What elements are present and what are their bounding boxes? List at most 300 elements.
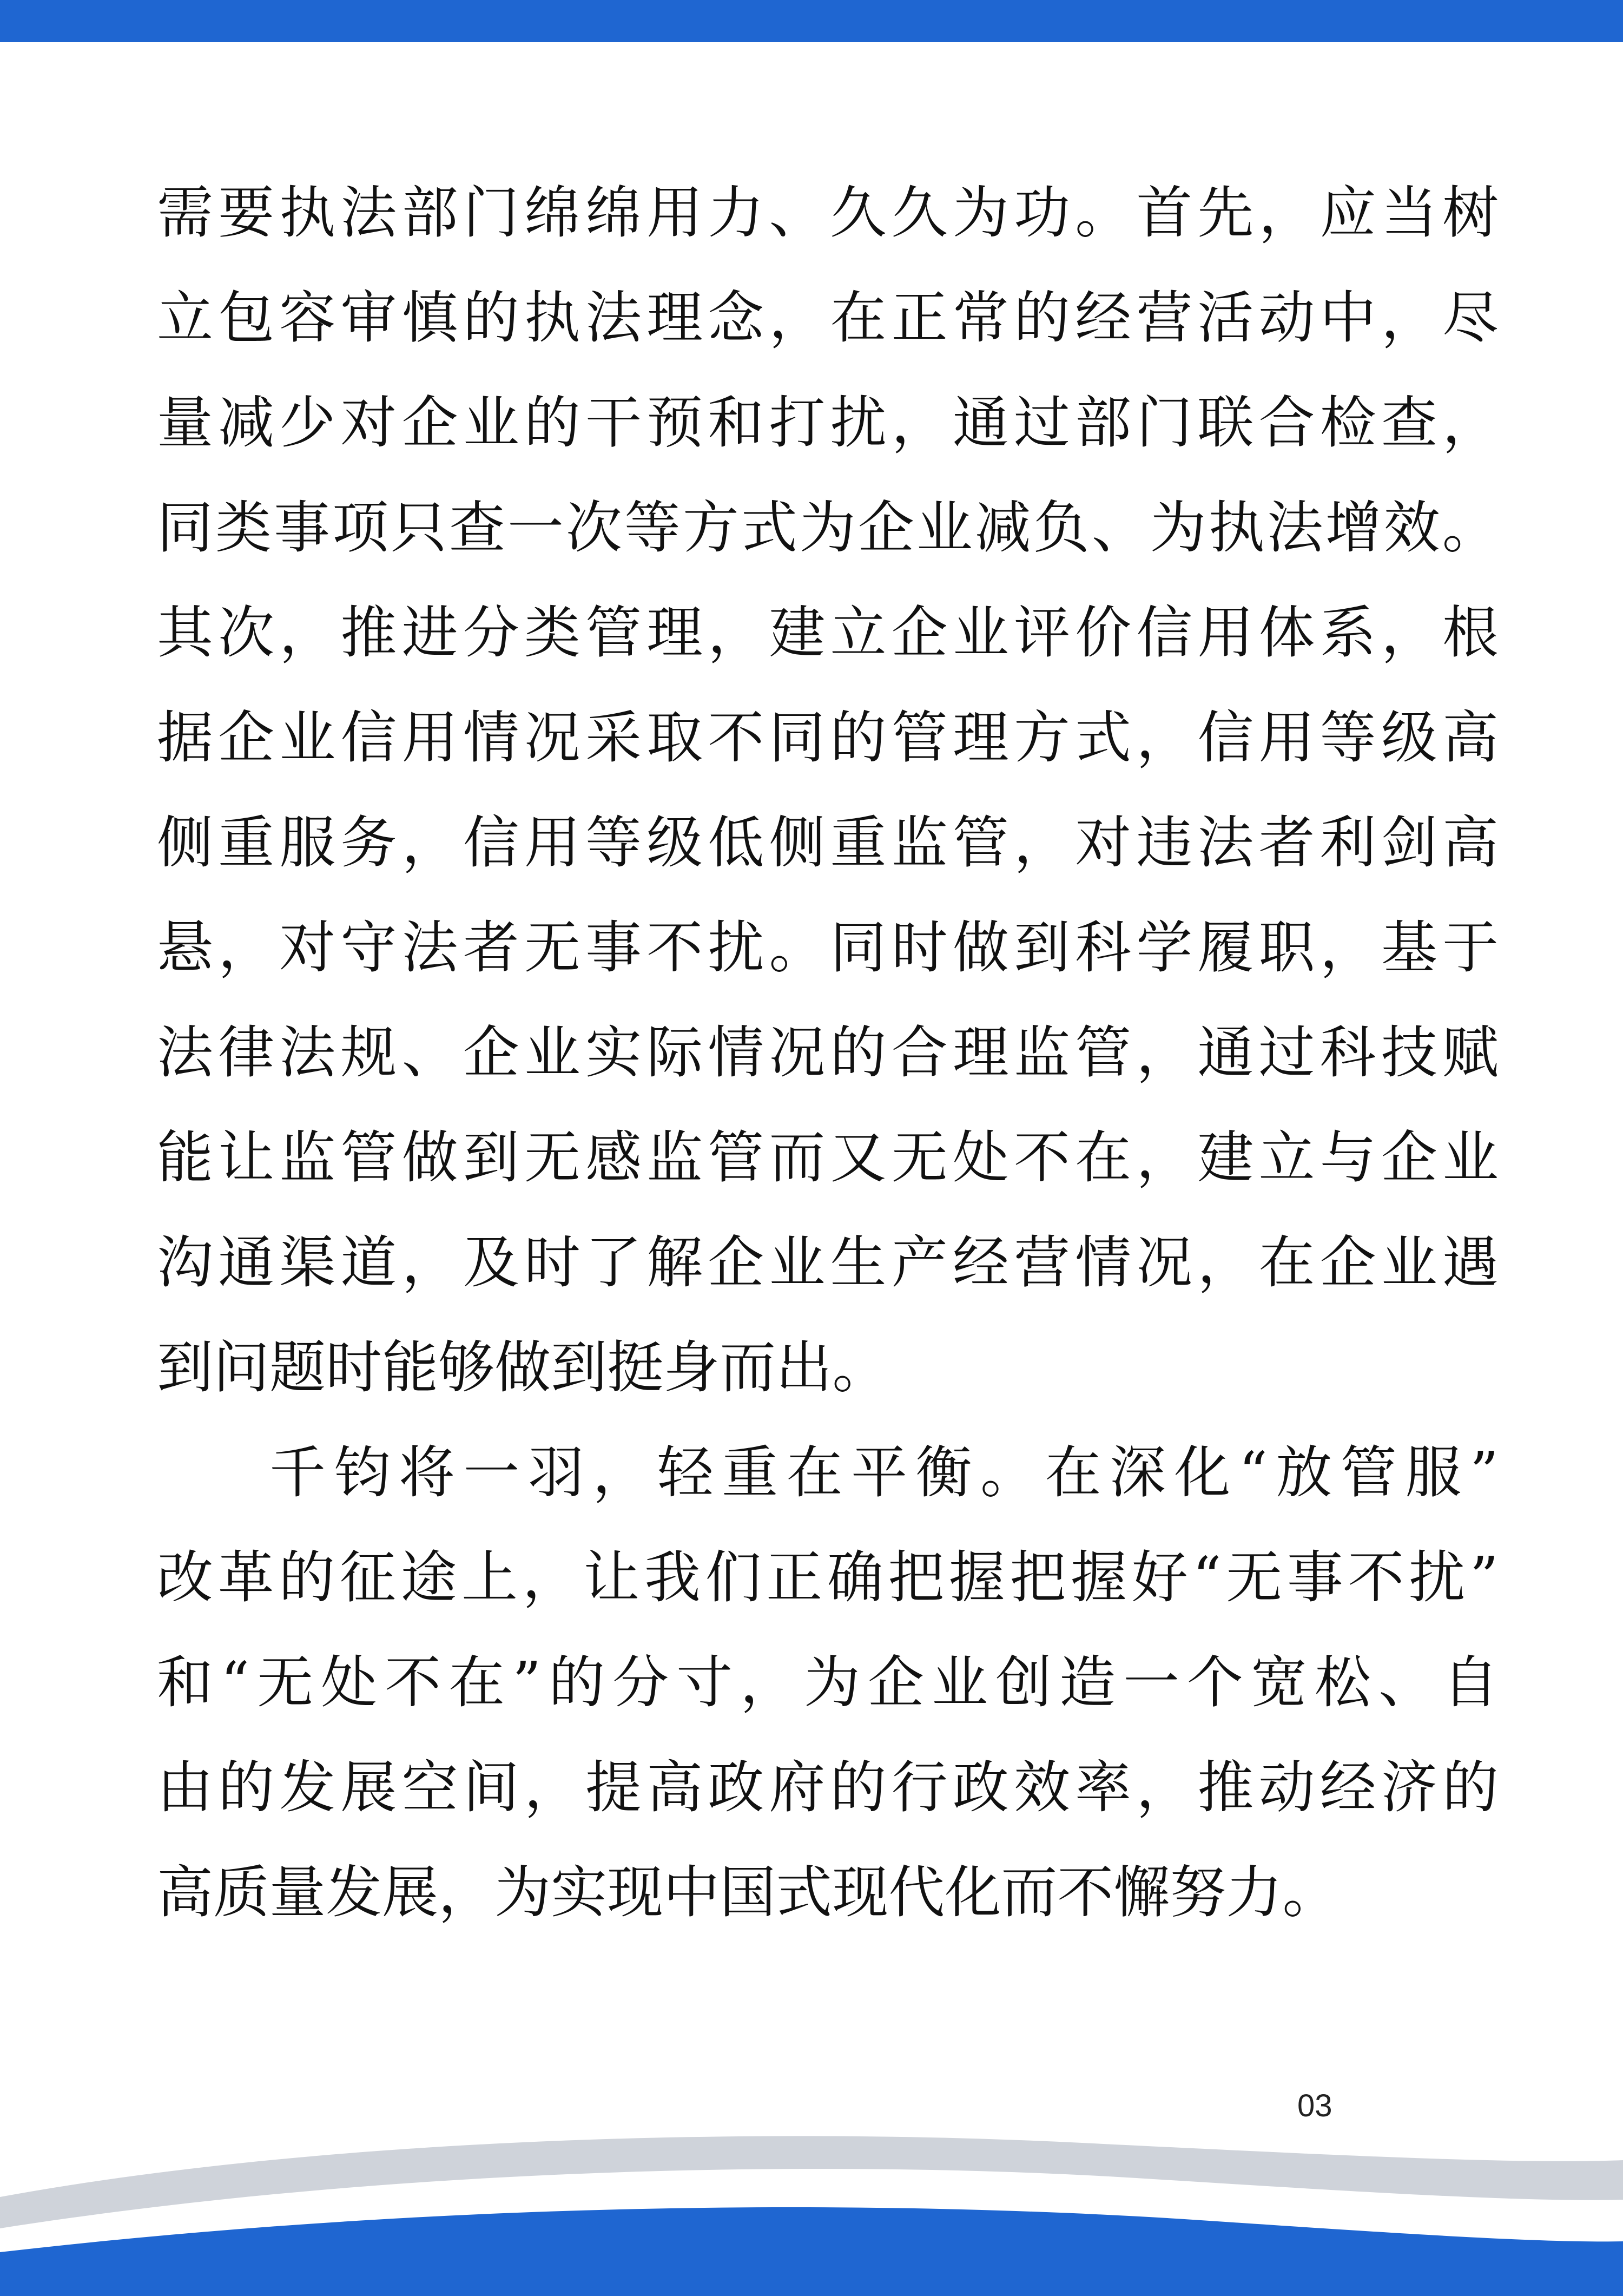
text-char: 扰 [830,390,887,456]
text-char: 悬 [157,915,214,981]
text-char: 法 [1197,810,1254,876]
text-char: 管 [340,1124,397,1190]
text-char: 无 [891,1124,948,1190]
text-char: 把 [888,1544,945,1610]
text-char: 级 [1381,705,1437,771]
text-char: 增 [1325,495,1382,561]
text-char: ， [279,600,336,666]
text-char: 采 [585,705,642,771]
text-char: 为 [799,495,856,561]
text-char: 衡 [915,1439,972,1505]
text-char: 够 [438,1334,495,1400]
text-char: 、 [769,180,826,246]
text-char: 经 [1075,285,1132,351]
text-char: 宽 [1251,1649,1308,1715]
text-char: 把 [1010,1544,1066,1610]
text-char: 的 [218,1754,275,1820]
text-char: 时 [891,915,948,981]
text-char: “ [220,1649,250,1715]
text-char: 久 [891,180,948,246]
text-char: 评 [1013,600,1070,666]
text-char: 信 [463,810,519,876]
text-char: 根 [1442,600,1499,666]
text-char: 用 [1258,705,1315,771]
text-char: 动 [1258,285,1315,351]
text-char: 平 [851,1439,908,1505]
text-char: 信 [1136,600,1193,666]
bottom-wave-decoration [0,2127,1623,2296]
text-char: 处 [952,1124,1009,1190]
text-char: 一 [463,1439,520,1505]
text-char: 情 [463,705,519,771]
text-char: 途 [400,1544,457,1610]
text-char: 现 [832,1859,889,1925]
text-char: 赋 [1442,1019,1499,1085]
text-char: 同 [157,495,214,561]
text-char: 企 [868,1649,925,1715]
text-char: 经 [952,1229,1009,1295]
text-char: 分 [463,600,519,666]
text-char: 律 [218,1019,275,1085]
text-char: 重 [722,1439,778,1505]
text-char: 利 [1319,810,1376,876]
text-char: 现 [607,1859,664,1925]
text-char: 了 [585,1229,642,1295]
text-char: 。 [832,1334,889,1400]
text-char: 无 [524,1124,580,1190]
text-char: 不 [1348,1544,1404,1610]
text-char: 常 [952,285,1009,351]
text-char: “ [1238,1439,1268,1505]
page-number: 03 [1297,2088,1332,2123]
text-line [157,265,1499,370]
text-char: 到 [157,1334,214,1400]
text-char: 方 [1013,705,1070,771]
text-char: 能 [382,1334,439,1400]
text-char: 者 [1258,810,1315,876]
text-char: 化 [945,1859,1001,1925]
text-char: ， [522,1544,579,1610]
text-char: 容 [279,285,336,351]
text-char: 联 [1197,390,1254,456]
text-char: 规 [340,1019,397,1085]
text-line [157,685,1499,790]
text-char: 情 [708,1019,764,1085]
text-char: 营 [1136,285,1193,351]
text-char: 的 [1013,285,1070,351]
text-char: 轻 [657,1439,714,1505]
text-char: 预 [646,390,703,456]
text-char: 要 [218,180,275,246]
text-char: 式 [741,495,797,561]
text-char: 管 [891,705,948,771]
text-char: 理 [952,1019,1009,1085]
text-char: 类 [524,600,580,666]
text-char: 产 [891,1229,948,1295]
text-char: 其 [157,600,214,666]
text-char: 身 [663,1334,720,1400]
text-char: 无 [257,1649,314,1715]
text-char: 业 [932,1649,988,1715]
text-char: 况 [524,705,580,771]
text-char: 理 [646,285,703,351]
text-char: ， [1381,600,1437,666]
text-line [157,1315,1499,1420]
text-char: 高 [1442,705,1499,771]
text-char: 。 [1075,180,1132,246]
text-char: 无 [1226,1544,1283,1610]
text-char: 基 [1381,915,1437,981]
text-char: 效 [1013,1754,1070,1820]
text-char: ， [891,390,948,456]
text-char: 项 [332,495,388,561]
text-char: 不 [1013,1124,1070,1190]
text-char: 低 [708,810,764,876]
text-char: 发 [279,1754,336,1820]
text-char: ， [1136,1754,1193,1820]
text-char: 题 [269,1334,326,1400]
text-char: 时 [524,1229,580,1295]
text-char: 不 [385,1649,441,1715]
text-char: 问 [213,1334,270,1400]
text-char: 政 [952,1754,1009,1820]
text-char: 理 [646,600,703,666]
text-char: 将 [398,1439,455,1505]
text-char: 系 [1319,600,1376,666]
text-char: ， [218,915,275,981]
text-char: 对 [279,915,336,981]
text-char: 不 [1057,1859,1114,1925]
text-char: 业 [1381,1229,1437,1295]
text-char: 千 [269,1439,326,1505]
text-char: 放 [1276,1439,1332,1505]
text-char: ， [769,285,826,351]
text-char: ， [524,1754,580,1820]
text-char: 用 [401,705,458,771]
text-char: 包 [218,285,275,351]
text-char: 经 [1319,1754,1376,1820]
text-char: 业 [952,600,1009,666]
text-char: 国 [720,1859,776,1925]
text-char: 寸 [676,1649,733,1715]
text-char: 信 [1197,705,1254,771]
text-char: 为 [494,1859,551,1925]
text-char: 到 [551,1334,608,1400]
text-char: 法 [340,180,397,246]
text-char: 量 [269,1859,326,1925]
text-char: 和 [708,390,764,456]
text-char: 违 [1136,810,1193,876]
text-char: 、 [401,1019,458,1085]
text-char: 高 [1442,810,1499,876]
text-char: 确 [827,1544,883,1610]
text-char: 监 [646,1124,703,1190]
text-char: 一 [507,495,564,561]
text-char: 空 [401,1754,458,1820]
text-char: 事 [585,915,642,981]
text-char: 分 [612,1649,669,1715]
text-char: 合 [891,1019,948,1085]
text-char: 的 [830,705,887,771]
text-char: 事 [273,495,330,561]
text-char: 次 [218,600,275,666]
text-char: 钧 [334,1439,391,1505]
text-line [157,1525,1499,1630]
text-char: ” [1469,1544,1499,1610]
text-char: 通 [952,390,1009,456]
text-char: 实 [551,1859,608,1925]
text-char: 况 [1136,1229,1193,1295]
text-char: 。 [1442,495,1499,561]
text-char: 科 [1319,1019,1376,1085]
text-char: 立 [157,285,214,351]
text-char: 门 [463,180,519,246]
text-char: 用 [646,180,703,246]
text-char: 的 [830,1754,887,1820]
text-char: 查 [448,495,505,561]
text-char: 重 [218,810,275,876]
text-char: 、 [1378,1649,1435,1715]
text-char: 实 [585,1019,642,1085]
text-char: 在 [1045,1439,1101,1505]
text-char: 质 [213,1859,270,1925]
text-char: ， [401,1229,458,1295]
text-char: 征 [339,1544,396,1610]
text-char: 侧 [769,810,826,876]
text-char: 式 [1075,705,1132,771]
text-char: 部 [1075,390,1132,456]
text-char: 推 [1197,1754,1254,1820]
text-char: 羽 [527,1439,584,1505]
text-char: 深 [1109,1439,1166,1505]
text-char: 业 [524,1019,580,1085]
text-char: 立 [830,600,887,666]
text-char: 过 [1258,1019,1315,1085]
text-char: 营 [1013,1229,1070,1295]
text-char: 又 [830,1124,887,1190]
text-char: 检 [1319,390,1376,456]
text-char: 正 [891,285,948,351]
text-char: ， [1381,285,1437,351]
text-char: 职 [1258,915,1315,981]
text-char: 慎 [401,285,458,351]
text-char: 先 [1197,180,1254,246]
text-char: 只 [390,495,447,561]
text-char: 据 [157,705,214,771]
text-char: 在 [1258,1229,1315,1295]
text-char: 对 [340,390,397,456]
text-char: 量 [157,390,214,456]
text-char: 率 [1075,1754,1132,1820]
text-char: 科 [1075,915,1132,981]
text-char: ， [1136,705,1193,771]
text-char: 为 [804,1649,861,1715]
text-char: 业 [769,1229,826,1295]
text-char: 在 [1075,1124,1132,1190]
text-char: 无 [524,915,580,981]
text-char: 革 [217,1544,274,1610]
text-char: 法 [401,915,458,981]
text-char: 一 [1123,1649,1180,1715]
text-char: 侧 [157,810,214,876]
text-char: 念 [708,285,764,351]
text-char: 于 [1442,915,1499,981]
text-char: 。 [980,1439,1037,1505]
text-char: 提 [585,1754,642,1820]
text-char: 做 [494,1334,551,1400]
text-char: 、 [1091,495,1148,561]
text-line [157,1630,1499,1735]
text-char: 过 [1013,390,1070,456]
text-char: 中 [1319,285,1376,351]
text-char: 事 [1286,1544,1343,1610]
text-char: 与 [1319,1124,1376,1190]
text-char: 企 [1381,1124,1437,1190]
text-char: 理 [952,705,1009,771]
text-char: 代 [888,1859,945,1925]
text-char: 业 [916,495,973,561]
text-char: 管 [708,1124,764,1190]
text-char: 用 [1197,600,1254,666]
text-char: 解 [646,1229,703,1295]
text-char: 管 [1340,1439,1397,1505]
text-char: 法 [279,1019,336,1085]
text-char: 业 [463,390,519,456]
text-char: 济 [1381,1754,1437,1820]
text-char: 为 [952,180,1009,246]
text-char: 等 [585,810,642,876]
text-char: 做 [401,1124,458,1190]
text-char: 况 [769,1019,826,1085]
text-char: 体 [1258,600,1315,666]
text-char: 用 [524,810,580,876]
text-char: 绵 [585,180,642,246]
text-char: 的 [463,285,519,351]
text-char: 企 [857,495,914,561]
text-char: 个 [1187,1649,1244,1715]
text-char: 松 [1315,1649,1371,1715]
text-char: 力 [708,180,764,246]
text-char: 扰 [708,915,764,981]
text-char: 时 [326,1334,382,1400]
text-char: 创 [995,1649,1052,1715]
text-char: 不 [646,915,703,981]
text-char: 做 [952,915,1009,981]
text-char: 能 [157,1124,214,1190]
text-char: 扰 [1408,1544,1465,1610]
text-char: ， [592,1439,649,1505]
text-char: ， [1013,810,1070,876]
text-char: 企 [708,1229,764,1295]
text-char: 挺 [607,1334,664,1400]
text-char: 化 [1174,1439,1231,1505]
text-line [157,895,1499,1000]
text-char: 履 [1197,915,1254,981]
text-char: 上 [461,1544,518,1610]
text-char: 学 [1136,915,1193,981]
text-char: 展 [382,1859,439,1925]
text-char: 间 [463,1754,519,1820]
text-line [157,1735,1499,1840]
text-char: 等 [1319,705,1376,771]
text-char: 我 [644,1544,701,1610]
text-char: 法 [1266,495,1323,561]
text-line [157,790,1499,895]
text-char: 由 [157,1754,214,1820]
text-char: 价 [1075,600,1132,666]
text-char: 生 [830,1229,887,1295]
text-char: 的 [524,390,580,456]
text-char: ， [1442,390,1499,456]
text-char: 法 [157,1019,214,1085]
text-char: 握 [948,1544,1005,1610]
text-char: 功 [1013,180,1070,246]
text-char: 遇 [1442,1229,1499,1295]
text-char: 握 [1071,1544,1127,1610]
text-char: 业 [1442,1124,1499,1190]
text-char: “ [1192,1544,1222,1610]
text-char: ， [740,1649,797,1715]
text-char: 应 [1319,180,1376,246]
text-char: 为 [1150,495,1206,561]
text-char: 监 [891,810,948,876]
text-char: 和 [157,1649,214,1715]
text-char: 正 [766,1544,823,1610]
text-char: 展 [340,1754,397,1820]
text-char: 负 [1033,495,1090,561]
text-char: 情 [1075,1229,1132,1295]
text-char: 管 [952,810,1009,876]
text-char: 执 [279,180,336,246]
text-char: 取 [646,705,703,771]
text-line [157,580,1499,685]
text-char: 需 [157,180,214,246]
text-line [157,160,1499,265]
text-line [157,1000,1499,1105]
text-char: 的 [549,1649,605,1715]
text-char: 建 [1197,1124,1254,1190]
text-char: 企 [218,705,275,771]
text-char: ， [1258,180,1315,246]
text-line [157,475,1499,580]
text-char: 树 [1442,180,1499,246]
text-char: 通 [1197,1019,1254,1085]
text-line [157,1840,1499,1945]
text-char: 们 [705,1544,762,1610]
text-char: 绵 [524,180,580,246]
text-char: 通 [218,1229,275,1295]
text-char: 活 [1197,285,1254,351]
text-char: 政 [708,1754,764,1820]
text-char: 感 [585,1124,642,1190]
text-char: 懈 [1113,1859,1170,1925]
text-char: ， [1136,1124,1193,1190]
text-char: 的 [1442,1754,1499,1820]
text-char: 在 [830,285,887,351]
text-char: 式 [776,1859,833,1925]
text-char: 而 [720,1334,776,1400]
text-char: 到 [463,1124,519,1190]
text-char: ， [1319,915,1376,981]
text-char: 在 [786,1439,843,1505]
text-char: 减 [974,495,1031,561]
text-char: 企 [463,1019,519,1085]
text-char: 管 [1075,1019,1132,1085]
text-char: 而 [1001,1859,1058,1925]
text-char: 出 [776,1334,833,1400]
text-char: 建 [769,600,826,666]
text-char: 合 [1258,390,1315,456]
